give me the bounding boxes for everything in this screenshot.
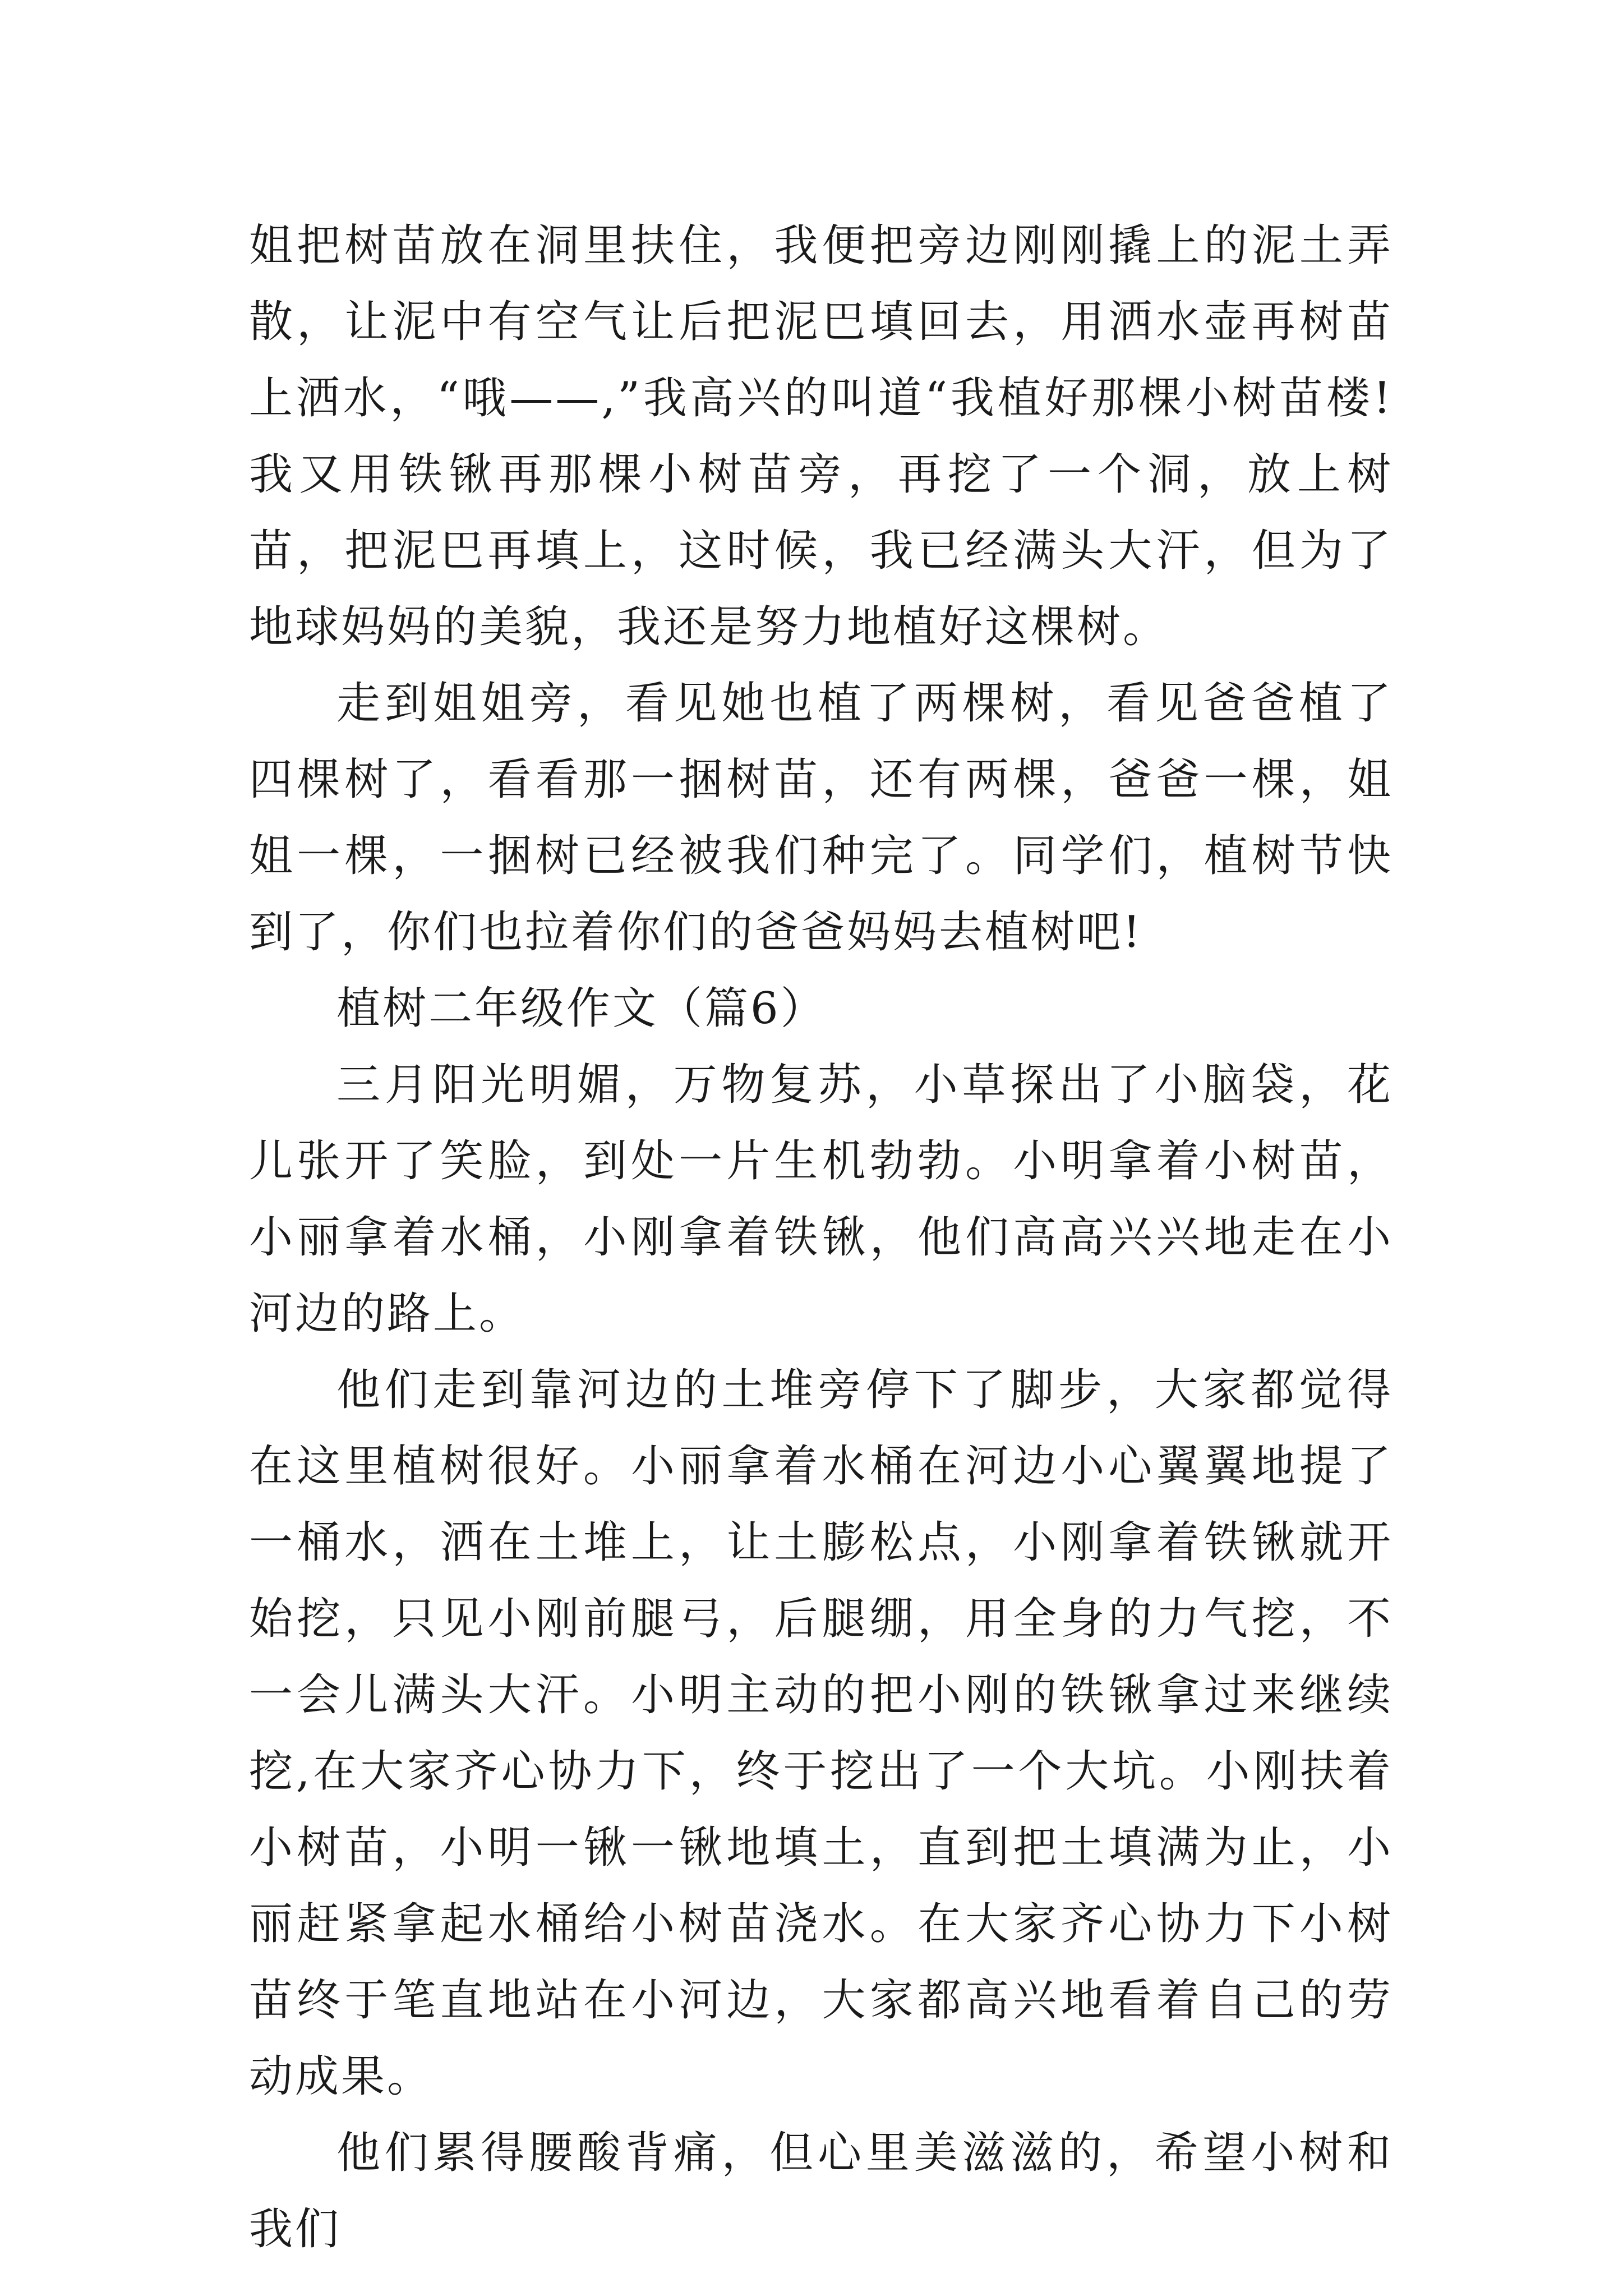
paragraph-continued: 姐把树苗放在洞里扶住，我便把旁边刚刚撬上的泥土弄散，让泥中有空气让后把泥巴填回去，用洒水壶再树苗上洒水，“哦——,”我高兴的叫道“我植好那棵小树苗楼!我又用铁锹再那棵小树苗旁，再挖了一个洞，放上树苗，把泥巴再填上，这时候，我已经满头大汗，但为了地球妈妈的美貌，我还是努力地植好这棵树。 (249, 220, 1393, 652)
paragraph: 三月阳光明媚，万物复苏，小草探出了小脑袋，花儿张开了笑脸，到处一片生机勃勃。小明拿着小树苗，小丽拿着水桶，小刚拿着铁锹，他们高高兴兴地走在小河边的路上。 (249, 1060, 1393, 1339)
paragraph: 他们累得腰酸背痛，但心里美滋滋的，希望小树和我们 (249, 2128, 1393, 2254)
paragraph: 走到姐姐旁，看见她也植了两棵树，看见爸爸植了四棵树了，看看那一捆树苗，还有两棵，爸爸一棵，姐姐一棵，一捆树已经被我们种完了。同学们，植树节快到了，你们也拉着你们的爸爸妈妈去植树吧! (249, 678, 1393, 958)
paragraph: 他们走到靠河边的土堆旁停下了脚步，大家都觉得在这里植树很好。小丽拿着水桶在河边小心翼翼地提了一桶水，洒在土堆上，让土膨松点，小刚拿着铁锹就开始挖，只见小刚前腿弓，后腿绷，用全身的力气挖，不一会儿满头大汗。小明主动的把小刚的铁锹拿过来继续挖,在大家齐心协力下，终于挖出了一个大坑。小刚扶着小树苗，小明一锹一锹地填土，直到把土填满为止，小丽赶紧拿起水桶给小树苗浇水。在大家齐心协力下小树苗终于笔直地站在小河边，大家都高兴地看着自己的劳动成果。 (249, 1365, 1393, 2102)
section-heading: 植树二年级作文（篇6） (336, 983, 827, 1034)
document-body (249, 208, 1393, 2267)
